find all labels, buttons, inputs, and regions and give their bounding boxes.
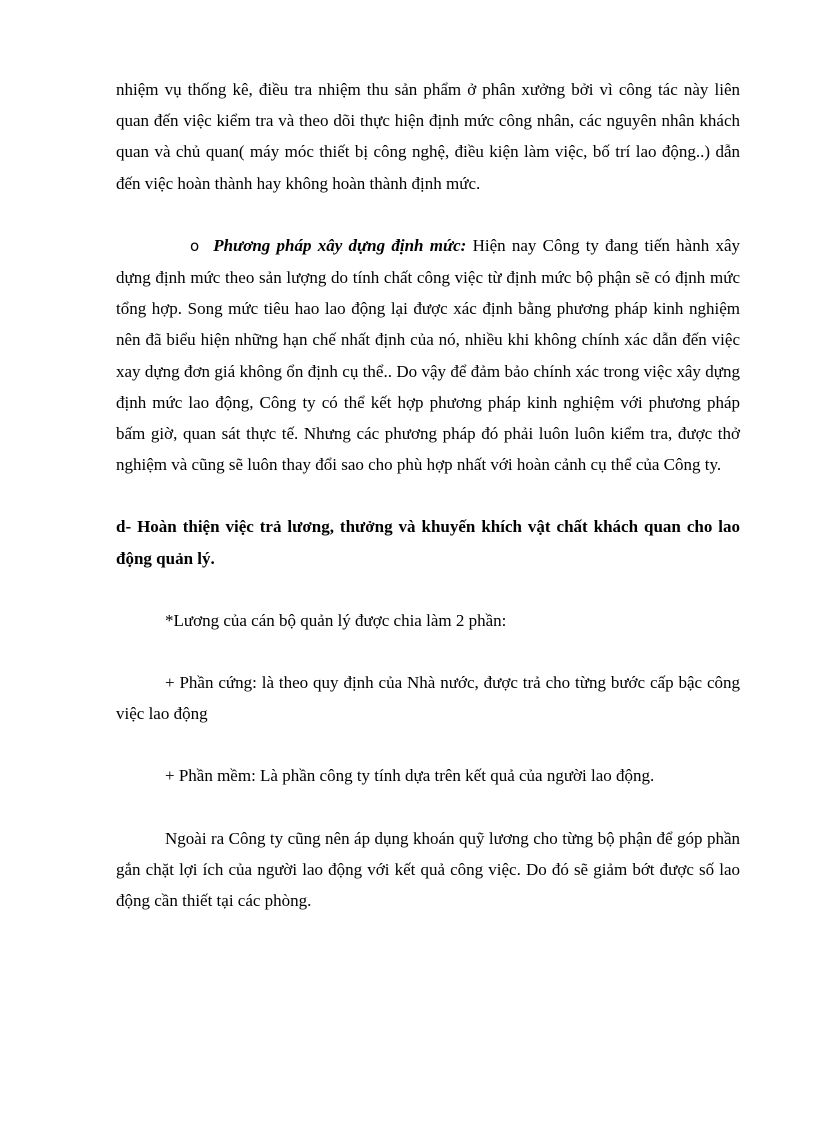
section-heading: d- Hoàn thiện việc trả lương, thưởng và khuyến khích vật chất khách quan cho lao động quản lý.	[116, 517, 740, 568]
method-term: Phương pháp xây dựng định mức:	[213, 235, 467, 255]
paragraph-method	[116, 230, 740, 481]
paragraph-hard-part: + Phần cứng: là theo quy định của Nhà nước, được trả cho từng bước cấp bậc công việc lao động	[116, 673, 740, 724]
paragraph-conclusion: Ngoài ra Công ty cũng nên áp dụng khoán quỹ lương cho từng bộ phận để góp phần gắn chặt lợi ích của người lao động với kết quả công việc. Do đó sẽ giảm bớt được số lao động cần thiết tại các phòng.	[116, 828, 740, 911]
document-page	[116, 74, 740, 916]
paragraph-soft-part: + Phần mềm: Là phần công ty tính dựa trên kết quả của người lao động.	[165, 766, 655, 786]
method-text: Hiện nay Công ty đang tiến hành xây dựng định mức theo sản lượng do tính chất công việc từ định mức bộ phận sẽ có định mức tổng hợp. Song mức tiêu hao lao động lại được xác định bằng phương pháp kinh nghiệm nên đã biểu hiện những hạn chế nhất định của nó, nhiều khi không chính xác dẫn đến việc xay dựng đơn giá không ổn định cụ thể.. Do vậy để đảm bảo chính xác trong việc xây dựng định mức lao động, Công ty có thể kết hợp phương pháp kinh nghiệm với phương pháp bấm giờ, quan sát thực tế. Nhưng các phương pháp đó phải luôn luôn kiểm tra, được thở nghiệm và cũng sẽ luôn thay đổi sao cho phù hợp nhất với hoàn cảnh cụ thể của Công ty.	[116, 235, 740, 475]
paragraph-salary-intro: *Lương của cán bộ quản lý được chia làm 2 phần:	[165, 610, 507, 630]
paragraph-1: nhiệm vụ thống kê, điều tra nhiệm thu sản phẩm ở phân xưởng bởi vì công tác này liên quan đến việc kiểm tra và theo dõi thực hiện định mức công nhân, các nguyên nhân khách quan và chủ quan( máy móc thiết bị công nghệ, điều kiện làm việc, bố trí lao động..) dẫn đến việc hoàn thành hay không hoàn thành định mức.	[116, 80, 740, 193]
bullet-marker: o	[190, 236, 200, 255]
